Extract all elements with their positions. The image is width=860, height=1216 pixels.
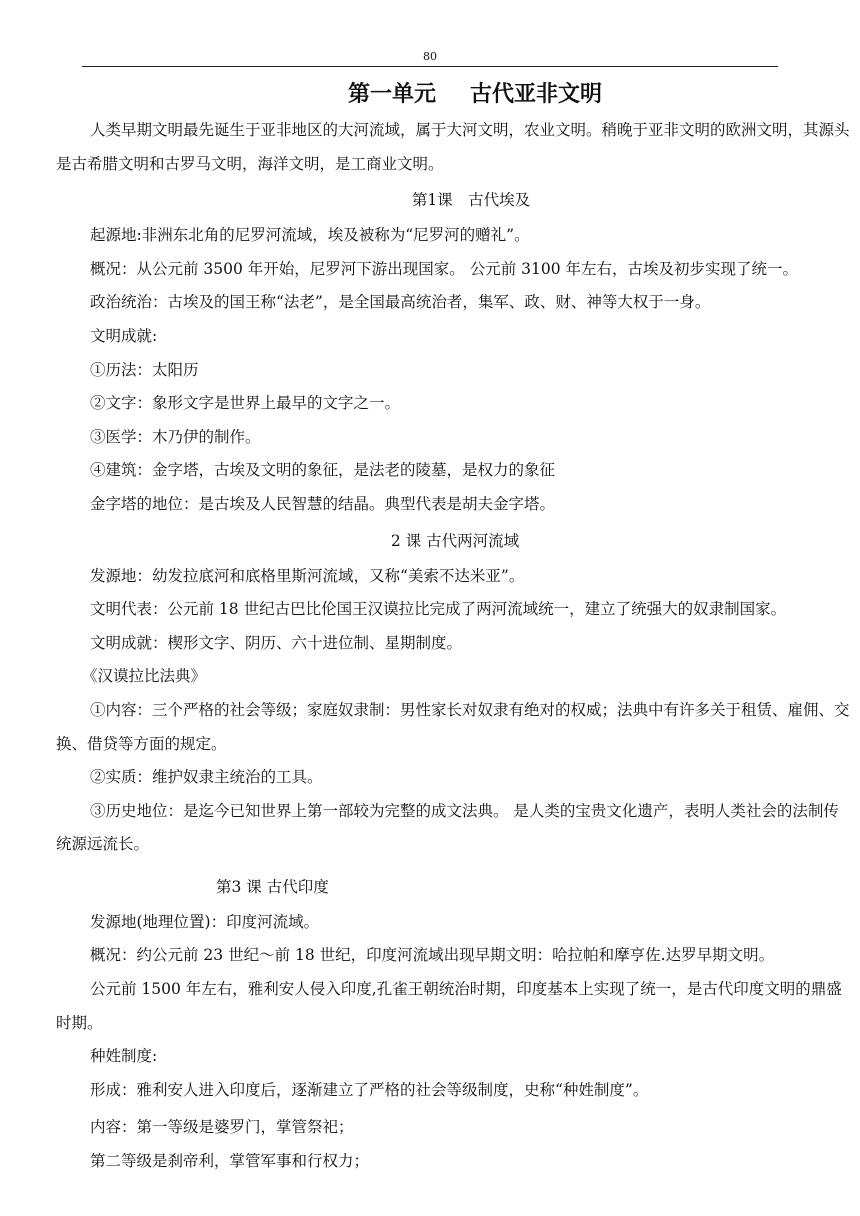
header-rule [82, 66, 778, 67]
lesson1-politics: 政治统治：古埃及的国王称“法老”，是全国最高统治者，集军、政、财、神等大权于一身。 [90, 293, 711, 312]
lesson1-achievement-architecture: ④建筑：金字塔，古埃及文明的象征，是法老的陵墓，是权力的象征 [90, 461, 556, 480]
unit-heading [56, 76, 854, 112]
lesson2-code-essence: ②实质：维护奴隶主统治的工具。 [90, 768, 323, 787]
lesson3-caste-heading: 种姓制度: [90, 1047, 158, 1066]
lesson1-pyramid-status: 金字塔的地位：是古埃及人民智慧的结晶。典型代表是胡夫金字塔。 [90, 494, 556, 513]
lesson3-caste-second: 第二等级是刹帝利，掌管军事和行权力； [90, 1152, 370, 1171]
lesson1-achievements-heading: 文明成就: [90, 326, 158, 345]
lesson3-unification: 公元前 1500 年左右，雅利安人侵入印度,孔雀王朝统治时期，印度基本上实现了统一，是古代印度文明的鼎盛时期。 [56, 980, 842, 1032]
lesson2-code-status: ③历史地位：是迄今已知世界上第一部较为完整的成文法典。 是人类的宝贵文化遗产，表明人类社会的法制传统源远流长。 [56, 801, 839, 854]
unit-label: 第一单元 [347, 81, 436, 107]
lesson1-achievement-writing: ②文字：象形文字是世界上最早的文字之一。 [90, 394, 401, 413]
lesson3-caste-formation: 形成：雅利安人进入印度后，逐渐建立了严格的社会等级制度，史称“种姓制度”。 [90, 1080, 649, 1099]
lesson1-overview: 概况：从公元前 3500 年开始，尼罗河下游出现国家。 公元前 3100 年左右，古埃及初步实现了统一。 [90, 259, 799, 278]
lesson3-origin: 发源地(地理位置)：印度河流域。 [90, 912, 320, 931]
unit-intro: 人类早期文明最先诞生于亚非地区的大河流域，属于大河文明，农业文明。稍晚于亚非文明的欧洲文明，其源头是古希腊文明和古罗马文明，海洋文明，是工商业文明。 [56, 121, 850, 173]
lesson2-achievements: 文明成就：楔形文字、阴历、六十进位制、星期制度。 [90, 633, 463, 652]
lesson2-origin: 发源地：幼发拉底河和底格里斯河流域，又称“美索不达米亚”。 [90, 566, 525, 585]
unit-title: 古代亚非文明 [470, 81, 603, 107]
lesson2-representative: 文明代表：公元前 18 世纪古巴比伦国王汉谟拉比完成了两河流域统一，建立了统强大的奴隶制国家。 [90, 600, 787, 619]
lesson1-achievement-calendar: ①历法：太阳历 [90, 360, 199, 379]
page-number: 80 [423, 50, 437, 63]
lesson1-achievement-medicine: ③医学：木乃伊的制作。 [90, 427, 261, 446]
lesson2-title: 2 课 古代两河流域 [390, 531, 520, 550]
document-body [56, 76, 854, 1179]
lesson3-overview: 概况：约公元前 23 世纪～前 18 世纪，印度河流域出现早期文明：哈拉帕和摩亨佐.达罗早期文明。 [90, 946, 775, 965]
lesson3-title: 第3 课 古代印度 [216, 877, 329, 896]
lesson1-title: 第1课 古代埃及 [411, 191, 531, 210]
lesson2-code-content: ①内容：三个严格的社会等级；家庭奴隶制：男性家长对奴隶有绝对的权威；法典中有许多关于租赁、雇佣、交换、借贷等方面的规定。 [56, 700, 850, 753]
lesson2-code-heading: 《汉谟拉比法典》 [82, 667, 207, 686]
lesson3-caste-content: 内容：第一等级是婆罗门，掌管祭祀； [90, 1118, 354, 1137]
lesson1-origin: 起源地:非洲东北角的尼罗河流域，埃及被称为“尼罗河的赠礼”。 [90, 226, 530, 245]
